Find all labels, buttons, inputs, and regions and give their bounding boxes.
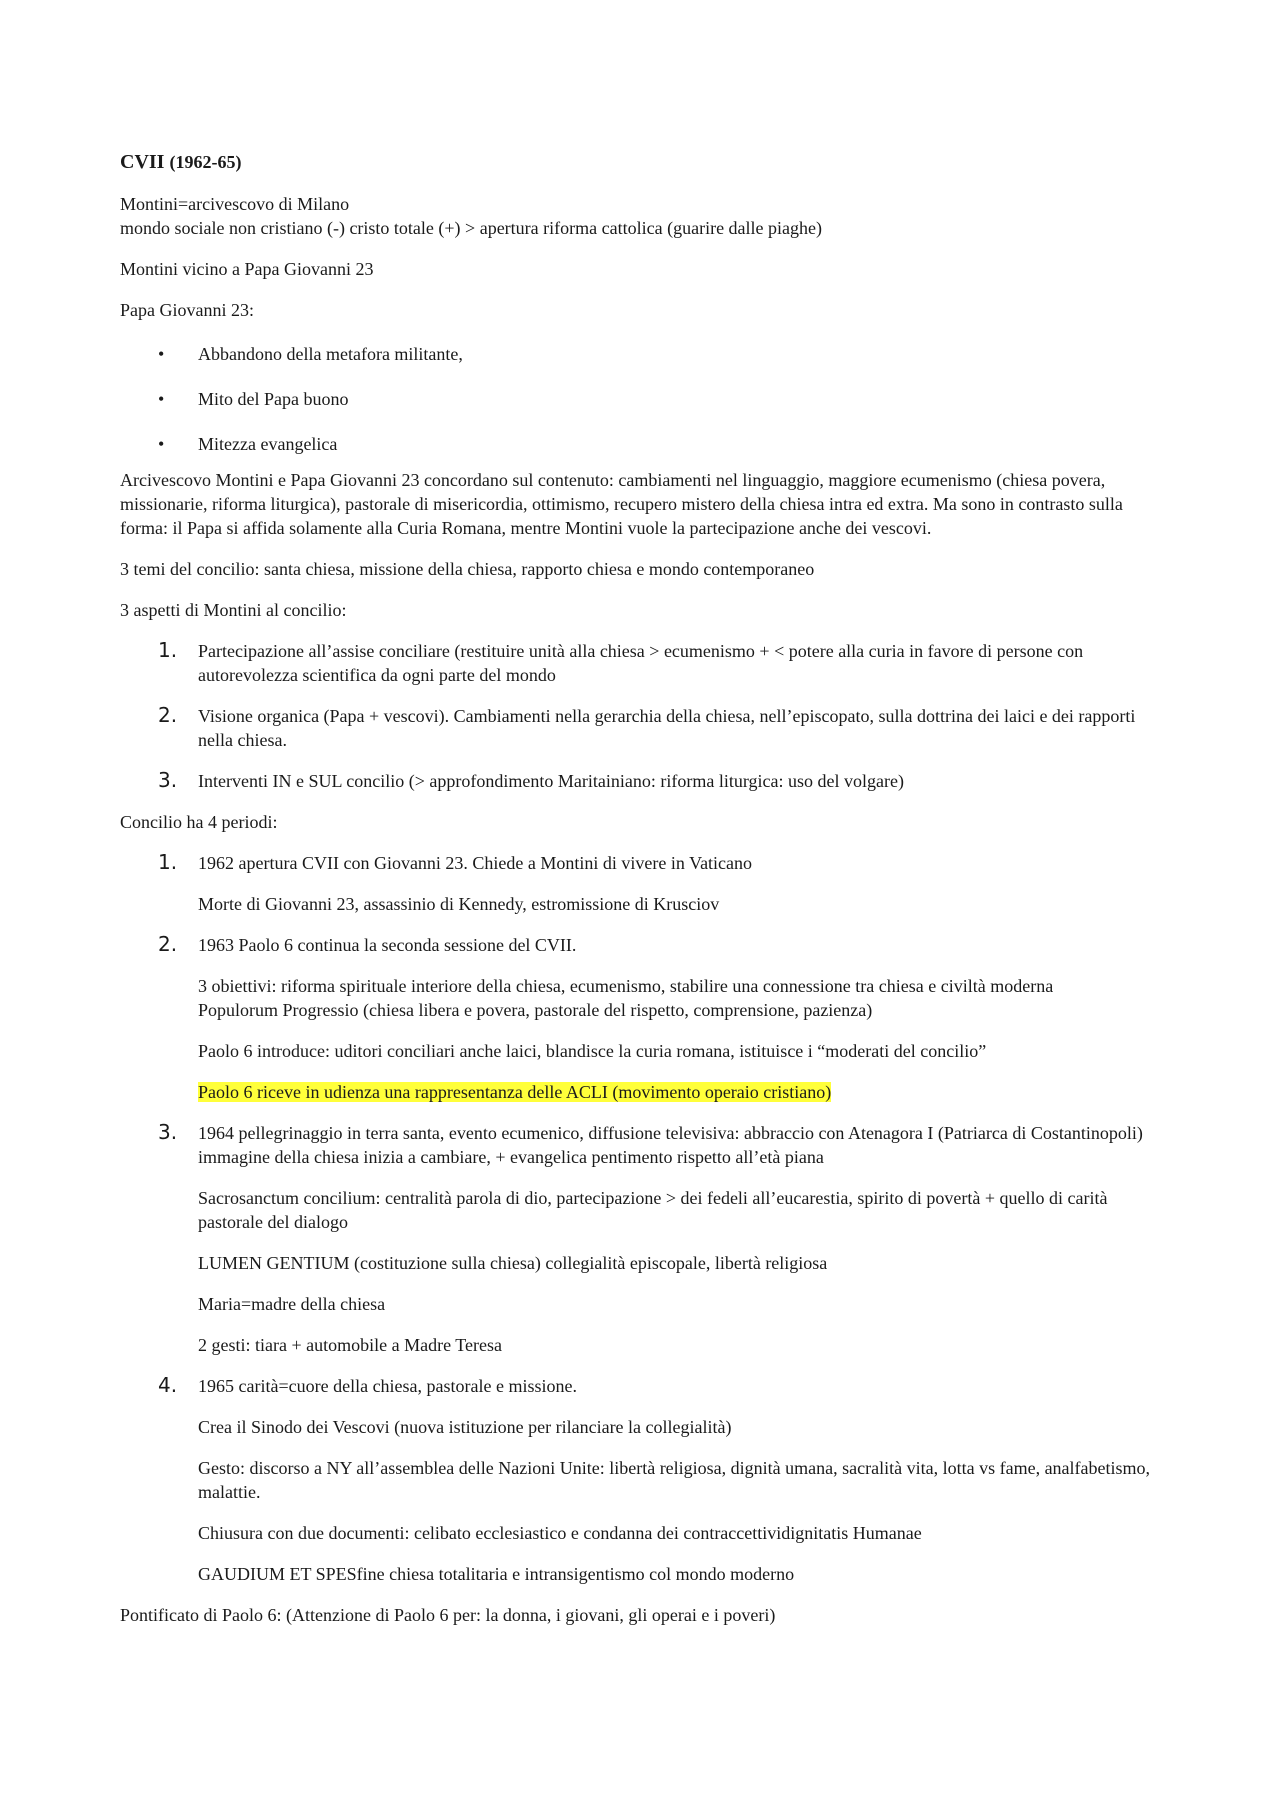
- list-item-text: Interventi IN e SUL concilio (> approfondimento Maritainiano: riforma liturgica: uso del volgare): [198, 771, 904, 791]
- list-number: 2.: [158, 932, 178, 956]
- list-item-text: 1964 pellegrinaggio in terra santa, evento ecumenico, diffusione televisiva: abbraccio con Atenagora I (Patriarca di Costantinopoli) immagine della chiesa inizia a cambiare, + evangelica pentimento rispetto all’età piana: [198, 1123, 1143, 1167]
- sub-paragraph: Chiusura con due documenti: celibato ecclesiastico e condanna dei contraccettividignitatis Humanae: [198, 1523, 922, 1543]
- list-item-text: Mito del Papa buono: [198, 389, 349, 409]
- sub-line: 3 obiettivi: riforma spirituale interiore della chiesa, ecumenismo, stabilire una connessione tra chiesa e civiltà moderna: [198, 976, 1054, 996]
- intro-line-2: mondo sociale non cristiano (-) cristo totale (+) > apertura riforma cattolica (guarire dalle piaghe): [120, 218, 823, 238]
- paragraph-montini-vicino: Montini vicino a Papa Giovanni 23: [120, 259, 374, 279]
- sub-paragraph: Maria=madre della chiesa: [198, 1294, 386, 1314]
- list-item-text: 1965 carità=cuore della chiesa, pastorale e missione.: [198, 1376, 578, 1396]
- paragraph-temi: 3 temi del concilio: santa chiesa, missione della chiesa, rapporto chiesa e mondo contemporaneo: [120, 559, 815, 579]
- intro-line-1: Montini=arcivescovo di Milano: [120, 194, 350, 214]
- list-number: 1.: [158, 638, 178, 662]
- sub-paragraph: GAUDIUM ET SPESfine chiesa totalitaria e intransigentismo col mondo moderno: [198, 1564, 795, 1584]
- bullet-icon: •: [158, 389, 165, 409]
- sub-paragraph-highlighted: [198, 1080, 1170, 1104]
- list-item: [120, 851, 1170, 916]
- sub-paragraph: [198, 974, 1170, 1022]
- bullet-icon: •: [158, 434, 165, 454]
- numbered-list-periodi: [120, 851, 1170, 1586]
- paragraph-aspetti: 3 aspetti di Montini al concilio:: [120, 600, 347, 620]
- sub-line: Populorum Progressio (chiesa libera e povera, pastorale del rispetto, comprensione, pazienza): [198, 1000, 873, 1020]
- list-item-text: Mitezza evangelica: [198, 434, 338, 454]
- list-item: [120, 1121, 1170, 1357]
- bullet-list-papa-giovanni: [120, 342, 1170, 456]
- paragraph-arcivescovo: Arcivescovo Montini e Papa Giovanni 23 concordano sul contenuto: cambiamenti nel linguaggio, maggiore ecumenismo (chiesa povera, missionarie, riforma liturgica), pastorale di misericordia, ottimismo, recupero mistero della chiesa intra ed extra. Ma sono in contrasto sulla forma: il Papa si affida solamente alla Curia Romana, mentre Montini vuole la partecipazione anche dei vescovi.: [120, 470, 1123, 538]
- list-number: 1.: [158, 850, 178, 874]
- list-item: [120, 933, 1170, 1104]
- paragraph-pontificato: Pontificato di Paolo 6: (Attenzione di Paolo 6 per: la donna, i giovani, gli operai e i poveri): [120, 1605, 776, 1625]
- list-number: 3.: [158, 768, 178, 792]
- numbered-list-aspetti: [120, 639, 1170, 793]
- paragraph-periodi: Concilio ha 4 periodi:: [120, 812, 278, 832]
- list-item: [120, 432, 1170, 456]
- list-item-text: Abbandono della metafora militante,: [198, 344, 463, 364]
- list-item: [120, 769, 1170, 793]
- list-item: [120, 1374, 1170, 1586]
- list-item-text: 1962 apertura CVII con Giovanni 23. Chiede a Montini di vivere in Vaticano: [198, 853, 753, 873]
- sub-paragraph: Paolo 6 introduce: uditori conciliari anche laici, blandisce la curia romana, istituisce i “moderati del concilio”: [198, 1041, 987, 1061]
- list-item-text: Visione organica (Papa + vescovi). Cambiamenti nella gerarchia della chiesa, nell’episcopato, sulla dottrina dei laici e dei rapporti nella chiesa.: [198, 706, 1136, 750]
- list-item: [120, 639, 1170, 687]
- sub-paragraph: LUMEN GENTIUM (costituzione sulla chiesa) collegialità episcopale, libertà religiosa: [198, 1253, 828, 1273]
- list-item: [120, 387, 1170, 411]
- sub-paragraph: 2 gesti: tiara + automobile a Madre Teresa: [198, 1335, 502, 1355]
- list-item-text: Partecipazione all’assise conciliare (restituire unità alla chiesa > ecumenismo + < potere alla curia in favore di persone con autorevolezza scientifica da ogni parte del mondo: [198, 641, 1084, 685]
- bullet-icon: •: [158, 344, 165, 364]
- list-number: 2.: [158, 703, 178, 727]
- list-item: [120, 704, 1170, 752]
- page-title: [120, 150, 1170, 174]
- sub-paragraph: Gesto: discorso a NY all’assemblea delle Nazioni Unite: libertà religiosa, dignità umana, sacralità vita, lotta vs fame, analfabetismo, malattie.: [198, 1458, 1151, 1502]
- list-item: [120, 342, 1170, 366]
- title-main: CVII: [120, 151, 165, 173]
- sub-paragraph: Crea il Sinodo dei Vescovi (nuova istituzione per rilanciare la collegialità): [198, 1417, 732, 1437]
- paragraph-papa-giovanni: Papa Giovanni 23:: [120, 300, 254, 320]
- title-dates: (1962-65): [169, 152, 242, 172]
- list-number: 3.: [158, 1120, 178, 1144]
- sub-paragraph: Morte di Giovanni 23, assassinio di Kennedy, estromissione di Krusciov: [198, 894, 720, 914]
- list-number: 4.: [158, 1373, 178, 1397]
- highlighted-text: Paolo 6 riceve in udienza una rappresentanza delle ACLI (movimento operaio cristiano): [198, 1082, 832, 1102]
- list-item-text: 1963 Paolo 6 continua la seconda sessione del CVII.: [198, 935, 577, 955]
- sub-paragraph: Sacrosanctum concilium: centralità parola di dio, partecipazione > dei fedeli all’eucarestia, spirito di povertà + quello di carità pastorale del dialogo: [198, 1188, 1108, 1232]
